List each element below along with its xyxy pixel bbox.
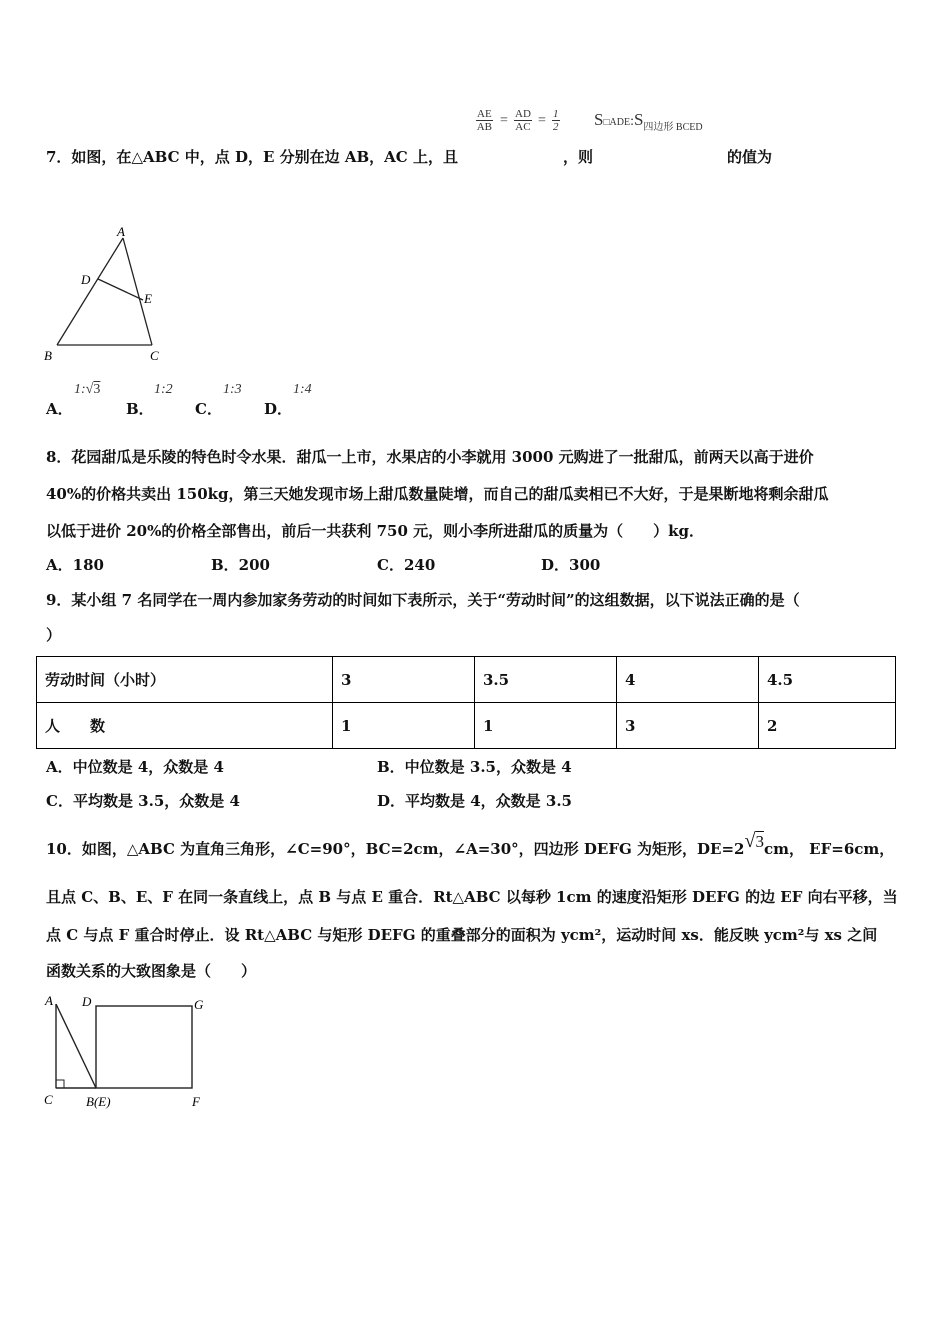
- area-symbol: S: [594, 110, 604, 129]
- rectangle-defg: [96, 1006, 192, 1088]
- q8-option-d[interactable]: D．300: [541, 556, 601, 574]
- sqrt-sign: √: [85, 382, 94, 397]
- table-cell: 3: [617, 703, 759, 749]
- label-a: A: [45, 993, 53, 1008]
- label-b: B: [44, 348, 52, 363]
- label-c: C: [150, 348, 159, 363]
- fraction-numerator: AE: [477, 108, 492, 120]
- table-cell: 2: [759, 703, 896, 749]
- table-cell: 4: [617, 657, 759, 703]
- table-cell: 1: [333, 703, 475, 749]
- fraction-numerator: AD: [515, 108, 531, 120]
- table-cell-header: 人 数: [37, 703, 333, 749]
- fraction-denominator: AB: [476, 121, 492, 133]
- q7-option-d-letter[interactable]: D．: [264, 400, 293, 418]
- side-ab: [57, 238, 123, 345]
- fraction-denominator: 2: [553, 121, 559, 133]
- q10-line-1-part-b: cm， EF=6cm，: [763, 840, 895, 858]
- q7-option-b-value[interactable]: 1:2: [154, 382, 173, 397]
- table-cell: 3.5: [475, 657, 617, 703]
- label-d: D: [81, 272, 91, 287]
- ratio-colon: :: [630, 114, 634, 129]
- q10-stem-line-4: 函数关系的大致图象是（ ）: [46, 962, 257, 980]
- q10-line-1-part-a: 10．如图，△ABC 为直角三角形，∠C=90°，BC=2cm，∠A=30°，四边形 DEFG 为矩形，DE=2: [46, 840, 745, 858]
- q8-stem-line-1: 8．花园甜瓜是乐陵的特色时令水果．甜瓜一上市，水果店的小李就用 3000 元购进了一批甜瓜，前两天以高于进价: [46, 448, 814, 466]
- q7-stem-mid: ，则: [563, 148, 594, 166]
- equals-sign: =: [500, 113, 508, 128]
- q7-option-a-letter[interactable]: A．: [46, 400, 73, 418]
- q8-option-c[interactable]: C．240: [377, 556, 436, 574]
- option-a-ratio: 1:: [74, 382, 86, 397]
- q7-option-c-value[interactable]: 1:3: [223, 382, 242, 397]
- table-row: [37, 657, 896, 703]
- q9-stem-line-1: 9．某小组 7 名同学在一周内参加家务劳动的时间如下表所示，关于“劳动时间”的这组数据，以下说法正确的是（: [46, 591, 800, 609]
- q8-option-b[interactable]: B．200: [211, 556, 270, 574]
- label-f: F: [192, 1094, 200, 1109]
- fraction-numerator: 1: [553, 108, 559, 120]
- fraction-ae-ab: [476, 108, 493, 133]
- area-symbol: S: [633, 110, 644, 129]
- labor-time-table: [36, 656, 896, 749]
- label-c: C: [44, 1092, 53, 1107]
- q7-stem-suffix: 的值为: [727, 148, 773, 166]
- label-g: G: [194, 997, 204, 1012]
- q9-option-a[interactable]: A．中位数是 4，众数是 4: [46, 758, 224, 776]
- q9-option-c[interactable]: C．平均数是 3.5，众数是 4: [46, 792, 240, 810]
- q8-option-a[interactable]: A．180: [46, 556, 104, 574]
- fraction-denominator: AC: [515, 121, 531, 133]
- table-cell-header: 劳动时间（小时）: [37, 657, 333, 703]
- q10-triangle-rectangle-figure: [40, 990, 220, 1115]
- radicand: 3: [755, 832, 764, 851]
- q9-option-d[interactable]: D．平均数是 4，众数是 3.5: [377, 792, 572, 810]
- area-ratio-expression: [594, 110, 703, 133]
- label-b-e: B(E): [86, 1094, 111, 1109]
- table-row: [37, 703, 896, 749]
- q7-option-d-value[interactable]: 1:4: [293, 382, 312, 397]
- q8-stem-line-2: 40%的价格共卖出 150kg，第三天她发现市场上甜瓜数量陡增，而自己的甜瓜卖相已不大好，于是果断地将剩余甜瓜: [46, 485, 829, 503]
- q7-triangle-figure: [40, 220, 170, 370]
- segment-de: [98, 279, 143, 300]
- q10-stem-line-2: 且点 C、B、E、F 在同一条直线上，点 B 与点 E 重合．Rt△ABC 以每秒 1cm 的速度沿矩形 DEFG 的边 EF 向右平移，当: [46, 888, 898, 906]
- sqrt-sign: √: [744, 830, 756, 852]
- area-subscript-ade: □ADE: [603, 117, 631, 128]
- q9-option-b[interactable]: B．中位数是 3.5，众数是 4: [377, 758, 572, 776]
- q8-stem-line-3: 以低于进价 20%的价格全部售出，前后一共获利 750 元，则小李所进甜瓜的质量为（ ）kg．: [46, 522, 704, 540]
- q7-stem-prefix: 7．如图，在△ABC 中，点 D，E 分别在边 AB，AC 上，且: [46, 148, 458, 166]
- equals-sign: =: [538, 113, 546, 128]
- label-e: E: [144, 291, 152, 306]
- fraction-one-half: [552, 108, 560, 133]
- radicand: 3: [93, 382, 101, 397]
- q7-option-b-letter[interactable]: B．: [126, 400, 154, 418]
- side-ab: [56, 1004, 96, 1088]
- q7-option-a-value[interactable]: [74, 382, 100, 398]
- fraction-ad-ac: [514, 108, 532, 133]
- q10-stem-line-1: [46, 830, 895, 860]
- q10-stem-line-3: 点 C 与点 F 重合时停止．设 Rt△ABC 与矩形 DEFG 的重叠部分的面积为 ycm²，运动时间 xs．能反映 ycm²与 xs 之间: [46, 926, 878, 944]
- table-cell: 3: [333, 657, 475, 703]
- table-cell: 1: [475, 703, 617, 749]
- area-subscript-bced: 四边形 BCED: [643, 122, 703, 133]
- table-cell: 4.5: [759, 657, 896, 703]
- right-angle-mark: [56, 1080, 64, 1088]
- q7-option-c-letter[interactable]: C．: [195, 400, 222, 418]
- label-d: D: [82, 994, 92, 1009]
- label-a: A: [117, 224, 125, 239]
- q9-stem-line-2: ）: [46, 626, 62, 644]
